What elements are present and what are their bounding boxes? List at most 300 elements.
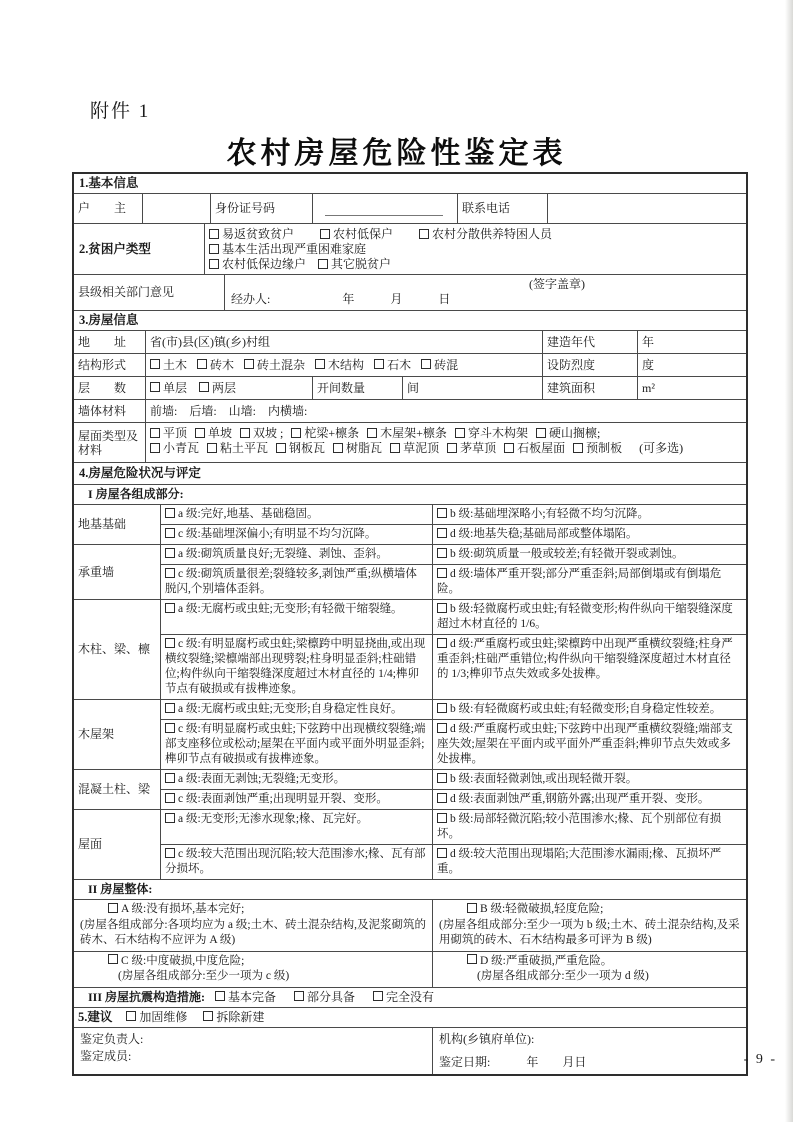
grade-line: [160, 524, 746, 544]
poverty-options-line1: [209, 227, 742, 257]
poverty-type-row: [74, 223, 746, 274]
checkbox-option[interactable]: [195, 426, 232, 441]
checkbox-icon[interactable]: [573, 443, 583, 453]
option-label: 砖混: [434, 357, 459, 372]
grade-line: [160, 564, 746, 599]
checkbox-option[interactable]: [150, 381, 187, 396]
grade-b-label: B 级:轻微破损,轻度危险;: [480, 903, 604, 915]
roof-type-options: [145, 423, 746, 462]
option-label: 砖土混杂: [257, 357, 306, 372]
grade-a-line: [108, 902, 426, 918]
section5-cell: [74, 1008, 746, 1027]
grade-cell[interactable]: [432, 700, 746, 719]
attachment-label: 附件 1: [90, 101, 151, 122]
grade-cell[interactable]: [432, 635, 746, 699]
checkbox-icon[interactable]: [108, 903, 118, 913]
option-label: 加固维修: [139, 1009, 188, 1024]
grade-text: b 级:轻微腐朽或虫蛀;有轻微变形;构件纵向干缩裂缝深度超过木材直径的 1/6。: [437, 603, 733, 630]
checkbox-icon[interactable]: [165, 528, 175, 538]
option-label: 部分具备: [307, 989, 356, 1004]
checkbox-icon[interactable]: [367, 428, 377, 438]
option-label: 树脂瓦: [346, 441, 383, 455]
component-name: 木屋架: [78, 727, 115, 741]
checkbox-icon[interactable]: [437, 848, 447, 858]
checkbox-icon[interactable]: [165, 508, 175, 518]
checkbox-option[interactable]: [367, 426, 447, 441]
grade-line: [160, 810, 746, 844]
checkbox-icon[interactable]: [150, 428, 160, 438]
checkbox-icon[interactable]: [203, 1011, 213, 1021]
grade-line: [160, 844, 746, 879]
grade-line: [160, 634, 746, 699]
component-name: 屋面: [78, 837, 103, 851]
checkbox-icon[interactable]: [419, 229, 429, 239]
footer-row: [74, 1027, 746, 1074]
grade-text: b 级:局部轻微沉陷;较小范围渗水;椽、瓦个别部位有损坏。: [437, 813, 722, 840]
checkbox-icon[interactable]: [437, 548, 447, 558]
id-number-label: 身份证号码: [210, 194, 312, 223]
checkbox-icon[interactable]: [437, 603, 447, 613]
checkbox-icon[interactable]: [467, 903, 477, 913]
build-year-input[interactable]: 年: [637, 331, 746, 353]
checkbox-option[interactable]: [291, 426, 359, 441]
option-label: 砖木: [210, 357, 235, 372]
checkbox-option[interactable]: [150, 358, 187, 373]
checkbox-icon[interactable]: [374, 359, 384, 369]
grade-text: d 级:较大范围出现塌陷;大范围渗水漏雨;椽、瓦损坏严重。: [437, 848, 722, 875]
option-label: 预制板: [586, 441, 623, 455]
option-label: 石木: [387, 357, 412, 372]
grade-text: d 级:严重腐朽或虫蛀;梁檩跨中出现严重横纹裂缝;柱身严重歪斜;柱础严重错位;构件纵向干缩裂缝深度超过木材直径的 1/3;榫卯节点失效或多处拔榫。: [437, 638, 733, 680]
checkbox-icon[interactable]: [108, 954, 118, 964]
section5-row: [74, 1007, 746, 1027]
checkbox-icon[interactable]: [315, 359, 325, 369]
section5-label: 5.建议: [78, 1009, 113, 1024]
grade-a-label: A 级:没有损坏,基本完好;: [121, 903, 245, 915]
grade-line: [160, 600, 746, 634]
option-label: 草泥顶: [403, 441, 440, 455]
checkbox-icon[interactable]: [165, 813, 175, 823]
grade-cell[interactable]: [160, 545, 432, 564]
checkbox-icon[interactable]: [536, 428, 546, 438]
checkbox-option[interactable]: [315, 358, 364, 373]
checkbox-icon[interactable]: [215, 991, 225, 1001]
assessment-form-table: [72, 172, 748, 1076]
part3-row: [74, 987, 746, 1007]
grade-cell[interactable]: [160, 700, 432, 719]
grade-cell[interactable]: [160, 790, 432, 809]
floors-row: [74, 376, 746, 399]
checkbox-option[interactable]: [320, 227, 393, 242]
option-label: 硬山搁檩;: [548, 426, 601, 440]
component-row: [74, 544, 746, 599]
option-label: 农村低保边缘户: [222, 257, 307, 271]
part1-subheader-row: [74, 484, 746, 504]
address-value[interactable]: 省(市)县(区)镇(乡)村组: [145, 331, 542, 353]
grade-c-line: [108, 954, 426, 970]
checkbox-option[interactable]: [150, 426, 187, 441]
option-label: 木屋架+檩条: [380, 426, 447, 440]
checkbox-icon[interactable]: [437, 508, 447, 518]
checkbox-option[interactable]: [209, 227, 294, 242]
checkbox-option[interactable]: [150, 441, 199, 456]
option-label: 石板屋面: [517, 441, 566, 455]
checkbox-option[interactable]: [374, 358, 411, 373]
checkbox-icon[interactable]: [165, 548, 175, 558]
overall-grade-a[interactable]: [74, 900, 432, 951]
checkbox-option[interactable]: [209, 242, 366, 257]
checkbox-option[interactable]: [240, 426, 283, 441]
address-label: 地 址: [78, 334, 127, 349]
part3-options: [215, 990, 452, 1005]
checkbox-icon[interactable]: [437, 793, 447, 803]
floors-options: [145, 377, 312, 399]
roof-options-line1: [150, 426, 742, 441]
checkbox-icon[interactable]: [467, 954, 477, 964]
checkbox-option[interactable]: [447, 441, 496, 456]
checkbox-icon[interactable]: [291, 428, 301, 438]
grade-cell[interactable]: [432, 505, 746, 524]
checkbox-icon[interactable]: [207, 443, 217, 453]
grade-d-line: [467, 954, 740, 970]
checkbox-icon[interactable]: [165, 603, 175, 613]
option-label: 平顶: [163, 426, 188, 440]
grade-line: [160, 770, 746, 789]
grade-text: b 级:砌筑质量一般或较差;有轻微开裂或剥蚀。: [450, 548, 684, 560]
option-label: 两层: [212, 380, 237, 395]
poverty-options-line2: [209, 257, 742, 272]
checkbox-option[interactable]: [276, 441, 325, 456]
checkbox-icon[interactable]: [437, 813, 447, 823]
overall-grade-row-cd: [74, 951, 746, 987]
county-opinion-label: 县级相关部门意见: [78, 285, 175, 299]
checkbox-option[interactable]: [421, 358, 458, 373]
option-label: 木结构: [328, 357, 365, 372]
section4-header: 4.房屋危险状况与评定: [79, 466, 201, 480]
component-row: [74, 599, 746, 699]
checkbox-option[interactable]: [536, 426, 600, 441]
checkbox-option[interactable]: [455, 426, 528, 441]
option-label: 拆除新建: [216, 1009, 265, 1024]
members-label[interactable]: 鉴定成员:: [80, 1048, 132, 1063]
grade-cell[interactable]: [432, 600, 746, 634]
phone-label: 联系电话: [457, 194, 547, 223]
grade-text: a 级:无腐朽或虫蛀;无变形;自身稳定性良好。: [178, 703, 403, 715]
component-grade-lines: [160, 505, 746, 544]
overall-grade-row-ab: [74, 899, 746, 951]
grade-text: c 级:较大范围出现沉陷;较大范围渗水;椽、瓦有部分损坏。: [165, 848, 426, 875]
grade-cell[interactable]: [160, 810, 432, 844]
grade-cell[interactable]: [432, 845, 746, 879]
bay-count-label: 开间数量: [312, 377, 402, 399]
option-label: 单层: [163, 380, 188, 395]
checkbox-option[interactable]: [294, 990, 355, 1005]
checkbox-option[interactable]: [390, 441, 439, 456]
checkbox-icon[interactable]: [165, 723, 175, 733]
checkbox-icon[interactable]: [244, 359, 254, 369]
grade-text: b 级:表面轻微剥蚀,或出现轻微开裂。: [450, 773, 638, 785]
checkbox-icon[interactable]: [209, 259, 219, 269]
checkbox-icon[interactable]: [318, 259, 328, 269]
checkbox-icon[interactable]: [333, 443, 343, 453]
checkbox-option[interactable]: [318, 257, 391, 272]
option-label: 易返贫致贫户: [222, 227, 295, 241]
footer-right: [432, 1028, 746, 1074]
wall-material-label: 墙体材料: [78, 403, 127, 418]
grade-text: b 级:有轻微腐朽或虫蛀;有轻微变形;自身稳定性较差。: [450, 703, 722, 715]
checkbox-icon[interactable]: [165, 703, 175, 713]
grade-cell[interactable]: [160, 635, 432, 699]
grade-text: b 级:基础埋深略小;有轻微不均匀沉降。: [450, 508, 650, 520]
grade-b-note: (房屋各组成部分:至少一项为 b 级;土木、砖土混杂结构,及采用砌筑的砖木、石木结构最多可评为 B 级): [439, 918, 740, 946]
checkbox-option[interactable]: [209, 257, 306, 272]
id-number-input[interactable]: [312, 194, 457, 223]
checkbox-option[interactable]: [199, 381, 236, 396]
component-grade-lines: [160, 545, 746, 599]
grade-cell[interactable]: [160, 525, 432, 544]
grade-line: [160, 505, 746, 524]
grade-cell[interactable]: [160, 600, 432, 634]
component-row: [74, 809, 746, 879]
basic-info-row: [74, 193, 746, 223]
poverty-type-options: [204, 224, 746, 274]
checkbox-option[interactable]: [373, 990, 434, 1005]
checkbox-icon[interactable]: [165, 638, 175, 648]
grade-cell[interactable]: [160, 770, 432, 789]
grade-text: d 级:墙体严重开裂;部分严重歪斜;局部倒塌或有倒塌危险。: [437, 568, 722, 595]
grade-text: a 级:无变形;无渗水现象;椽、瓦完好。: [178, 813, 369, 825]
grade-line: [160, 789, 746, 809]
checkbox-option[interactable]: [203, 1010, 264, 1025]
component-grade-lines: [160, 700, 746, 769]
area-label: 建筑面积: [542, 377, 637, 399]
component-name: 混凝土柱、梁: [78, 782, 151, 796]
grade-line: [160, 719, 746, 769]
section3-header-row: [74, 310, 746, 330]
option-label: 基本生活出现严重困难家庭: [222, 242, 367, 256]
householder-label: 户 主: [78, 201, 127, 215]
phone-input[interactable]: [547, 194, 746, 223]
checkbox-option[interactable]: [207, 441, 268, 456]
grade-cell[interactable]: [160, 720, 432, 769]
option-label: 茅草顶: [460, 441, 497, 455]
checkbox-icon[interactable]: [150, 443, 160, 453]
grade-text: d 级:表面剥蚀严重,钢筋外露;出现严重开裂、变形。: [450, 793, 710, 805]
component-row: [74, 769, 746, 809]
grade-line: [160, 545, 746, 564]
grade-b-line: [467, 902, 740, 918]
section1-header: 1.基本信息: [79, 176, 139, 190]
grade-cell[interactable]: [160, 845, 432, 879]
option-label: 小青瓦: [163, 441, 200, 455]
multi-select-note: (可多选): [639, 441, 684, 455]
component-name: 木柱、梁、檩: [78, 642, 151, 656]
grade-text: a 级:砌筑质量良好;无裂缝、剥蚀、歪斜。: [178, 548, 388, 560]
component-grade-lines: [160, 770, 746, 809]
checkbox-option[interactable]: [215, 990, 276, 1005]
grade-text: a 级:完好,地基、基础稳固。: [178, 508, 319, 520]
checkbox-option[interactable]: [419, 227, 552, 242]
grade-d-label: D 级:严重破损,严重危险。: [480, 954, 613, 967]
grade-cell[interactable]: [432, 525, 746, 544]
component-name: 承重墙: [78, 564, 115, 579]
roof-options-line2: [150, 441, 742, 456]
bay-count-input[interactable]: 间: [402, 377, 542, 399]
grade-cell[interactable]: [432, 810, 746, 844]
checkbox-icon[interactable]: [209, 244, 219, 254]
option-label: 其它脱贫户: [331, 257, 392, 271]
checkbox-icon[interactable]: [437, 528, 447, 538]
section5-options: [126, 1010, 280, 1025]
checkbox-icon[interactable]: [447, 443, 457, 453]
option-label: 穿斗木构架: [467, 426, 528, 440]
roof-material-options: [150, 441, 630, 455]
part2-subheader-row: [74, 879, 746, 899]
poverty-type-label: 2.贫困户类型: [79, 241, 151, 256]
section3-header: 3.房屋信息: [79, 313, 139, 327]
grade-cell[interactable]: [432, 545, 746, 564]
option-label: 农村低保户: [333, 227, 394, 241]
grade-cell[interactable]: [432, 790, 746, 809]
grade-cell[interactable]: [432, 770, 746, 789]
component-name: 地基基础: [78, 517, 127, 531]
option-label: 双坡 ;: [253, 426, 284, 440]
grade-text: d 级:地基失稳;基础局部或整体塌陷。: [450, 528, 638, 540]
grade-line: [160, 700, 746, 719]
county-opinion-row: [74, 274, 746, 310]
component-grade-lines: [160, 810, 746, 879]
build-year-label: 建造年代: [542, 331, 637, 353]
signature-seal-label: (签字盖章): [529, 277, 585, 291]
checkbox-icon[interactable]: [276, 443, 286, 453]
overall-grade-c[interactable]: [74, 952, 432, 987]
option-label: 柁梁+檩条: [304, 426, 360, 440]
overall-grade-b[interactable]: [432, 900, 746, 951]
roof-type-row: [74, 422, 746, 462]
checkbox-icon[interactable]: [209, 229, 219, 239]
structure-label: 结构形式: [78, 357, 127, 372]
checkbox-icon[interactable]: [437, 773, 447, 783]
page-title: 农村房屋危险性鉴定表: [226, 137, 567, 170]
component-row: [74, 504, 746, 544]
component-row: [74, 699, 746, 769]
checkbox-option[interactable]: [197, 358, 234, 373]
org-label[interactable]: 机构(乡镇府单位):: [439, 1031, 535, 1046]
id-underline[interactable]: [325, 202, 443, 216]
grade-c-label: C 级:中度破损,中度危险;: [121, 954, 245, 967]
checkbox-icon[interactable]: [197, 359, 207, 369]
part2-subheader: II 房屋整体:: [88, 882, 153, 896]
grade-text: c 级:表面剥蚀严重;出现明显开裂、变形。: [178, 793, 388, 805]
part3-label: III 房屋抗震构造措施:: [88, 989, 206, 1004]
structure-options: [145, 354, 542, 376]
option-label: 土木: [163, 357, 188, 372]
checkbox-icon[interactable]: [199, 382, 209, 392]
grade-text: d 级:严重腐朽或虫蛀;下弦跨中出现严重横纹裂缝;端部支座失效;屋架在平面内或平面外严重歪斜;榫卯节点失效或多处拔榫。: [437, 723, 733, 765]
checkbox-icon[interactable]: [195, 428, 205, 438]
option-label: 单坡: [208, 426, 233, 440]
county-opinion-area[interactable]: [224, 275, 746, 310]
address-row: [74, 330, 746, 353]
structure-row: [74, 353, 746, 376]
checkbox-icon[interactable]: [165, 848, 175, 858]
checkbox-icon[interactable]: [373, 991, 383, 1001]
checkbox-icon[interactable]: [165, 773, 175, 783]
checkbox-icon[interactable]: [437, 568, 447, 578]
option-label: 粘土平瓦: [220, 441, 269, 455]
part1-subheader: I 房屋各组成部分:: [88, 487, 184, 501]
grade-cell[interactable]: [432, 720, 746, 769]
component-grade-lines: [160, 600, 746, 699]
component-grades: [74, 504, 746, 879]
checkbox-icon[interactable]: [437, 638, 447, 648]
grade-text: c 级:有明显腐朽或虫蛀;下弦跨中出现横纹裂缝;端部支座移位或松动;屋架在平面内或平面外明显歪斜;榫卯节点有破损或有拔榫迹象。: [165, 723, 426, 765]
footer-left: [74, 1028, 432, 1074]
checkbox-icon[interactable]: [320, 229, 330, 239]
roof-type-label: 屋面类型及材料: [78, 428, 139, 457]
page-number: - 9 -: [743, 1052, 777, 1067]
option-label: 农村分散供养特困人员: [432, 227, 553, 241]
checkbox-option[interactable]: [126, 1010, 187, 1025]
checkbox-icon[interactable]: [240, 428, 250, 438]
section4-header-row: [74, 462, 746, 484]
checkbox-option[interactable]: [573, 441, 622, 456]
checkbox-icon[interactable]: [294, 991, 304, 1001]
option-label: 完全没有: [386, 989, 435, 1004]
checkbox-icon[interactable]: [150, 359, 160, 369]
checkbox-icon[interactable]: [455, 428, 465, 438]
grade-cell[interactable]: [160, 565, 432, 599]
checkbox-icon[interactable]: [165, 793, 175, 803]
grade-text: c 级:有明显腐朽或虫蛀;梁檩跨中明显挠曲,或出现横纹裂缝;梁檩端部出现劈裂;柱身明显歪斜;柱础错位;构件纵向干缩裂缝深度超过木材直径的 1/4;榫卯节点有破损或有拔榫迹象。: [165, 638, 426, 695]
option-label: 基本完备: [228, 989, 277, 1004]
area-input[interactable]: m²: [637, 377, 746, 399]
wall-material-input[interactable]: 前墙: 后墙: 山墙: 内横墙:: [145, 400, 746, 422]
householder-input[interactable]: [142, 194, 210, 223]
checkbox-option[interactable]: [333, 441, 382, 456]
assessor-label[interactable]: 鉴定负责人:: [80, 1031, 144, 1046]
wall-material-row: [74, 399, 746, 422]
checkbox-icon[interactable]: [504, 443, 514, 453]
section1-header-row: [74, 174, 746, 193]
part3-cell: [74, 988, 746, 1007]
checkbox-icon[interactable]: [150, 382, 160, 392]
grade-text: a 级:表面无剥蚀;无裂缝;无变形。: [178, 773, 346, 785]
overall-grade-d[interactable]: [432, 952, 746, 987]
checkbox-option[interactable]: [244, 358, 305, 373]
checkbox-icon[interactable]: [437, 723, 447, 733]
intensity-label: 设防烈度: [542, 354, 637, 376]
grade-cell[interactable]: [432, 565, 746, 599]
grade-d-note: (房屋各组成部分:至少一项为 d 级): [477, 970, 649, 982]
grade-text: c 级:砌筑质量很差;裂缝较多,剥蚀严重;纵横墙体脱闪,个别墙体歪斜。: [165, 568, 417, 595]
date-label[interactable]: 鉴定日期: 年 月日: [439, 1054, 587, 1069]
floors-label: 层 数: [78, 380, 127, 395]
grade-a-note: (房屋各组成部分:各项均应为 a 级;土木、砖土混杂结构,及泥浆砌筑的砖木、石木结构不应评为 A 级): [80, 918, 426, 946]
grade-cell[interactable]: [160, 505, 432, 524]
grade-text: c 级:基础埋深偏小;有明显不均匀沉降。: [178, 528, 377, 540]
checkbox-icon[interactable]: [437, 703, 447, 713]
grade-text: a 级:无腐朽或虫蛀;无变形;有轻微干缩裂缝。: [178, 603, 403, 615]
handler-date-line: 经办人: 年 月 日: [231, 292, 451, 306]
checkbox-icon[interactable]: [126, 1011, 136, 1021]
checkbox-icon[interactable]: [390, 443, 400, 453]
grade-c-note: (房屋各组成部分:至少一项为 c 级): [118, 970, 290, 982]
checkbox-icon[interactable]: [165, 568, 175, 578]
intensity-input[interactable]: 度: [637, 354, 746, 376]
checkbox-option[interactable]: [504, 441, 565, 456]
checkbox-icon[interactable]: [421, 359, 431, 369]
